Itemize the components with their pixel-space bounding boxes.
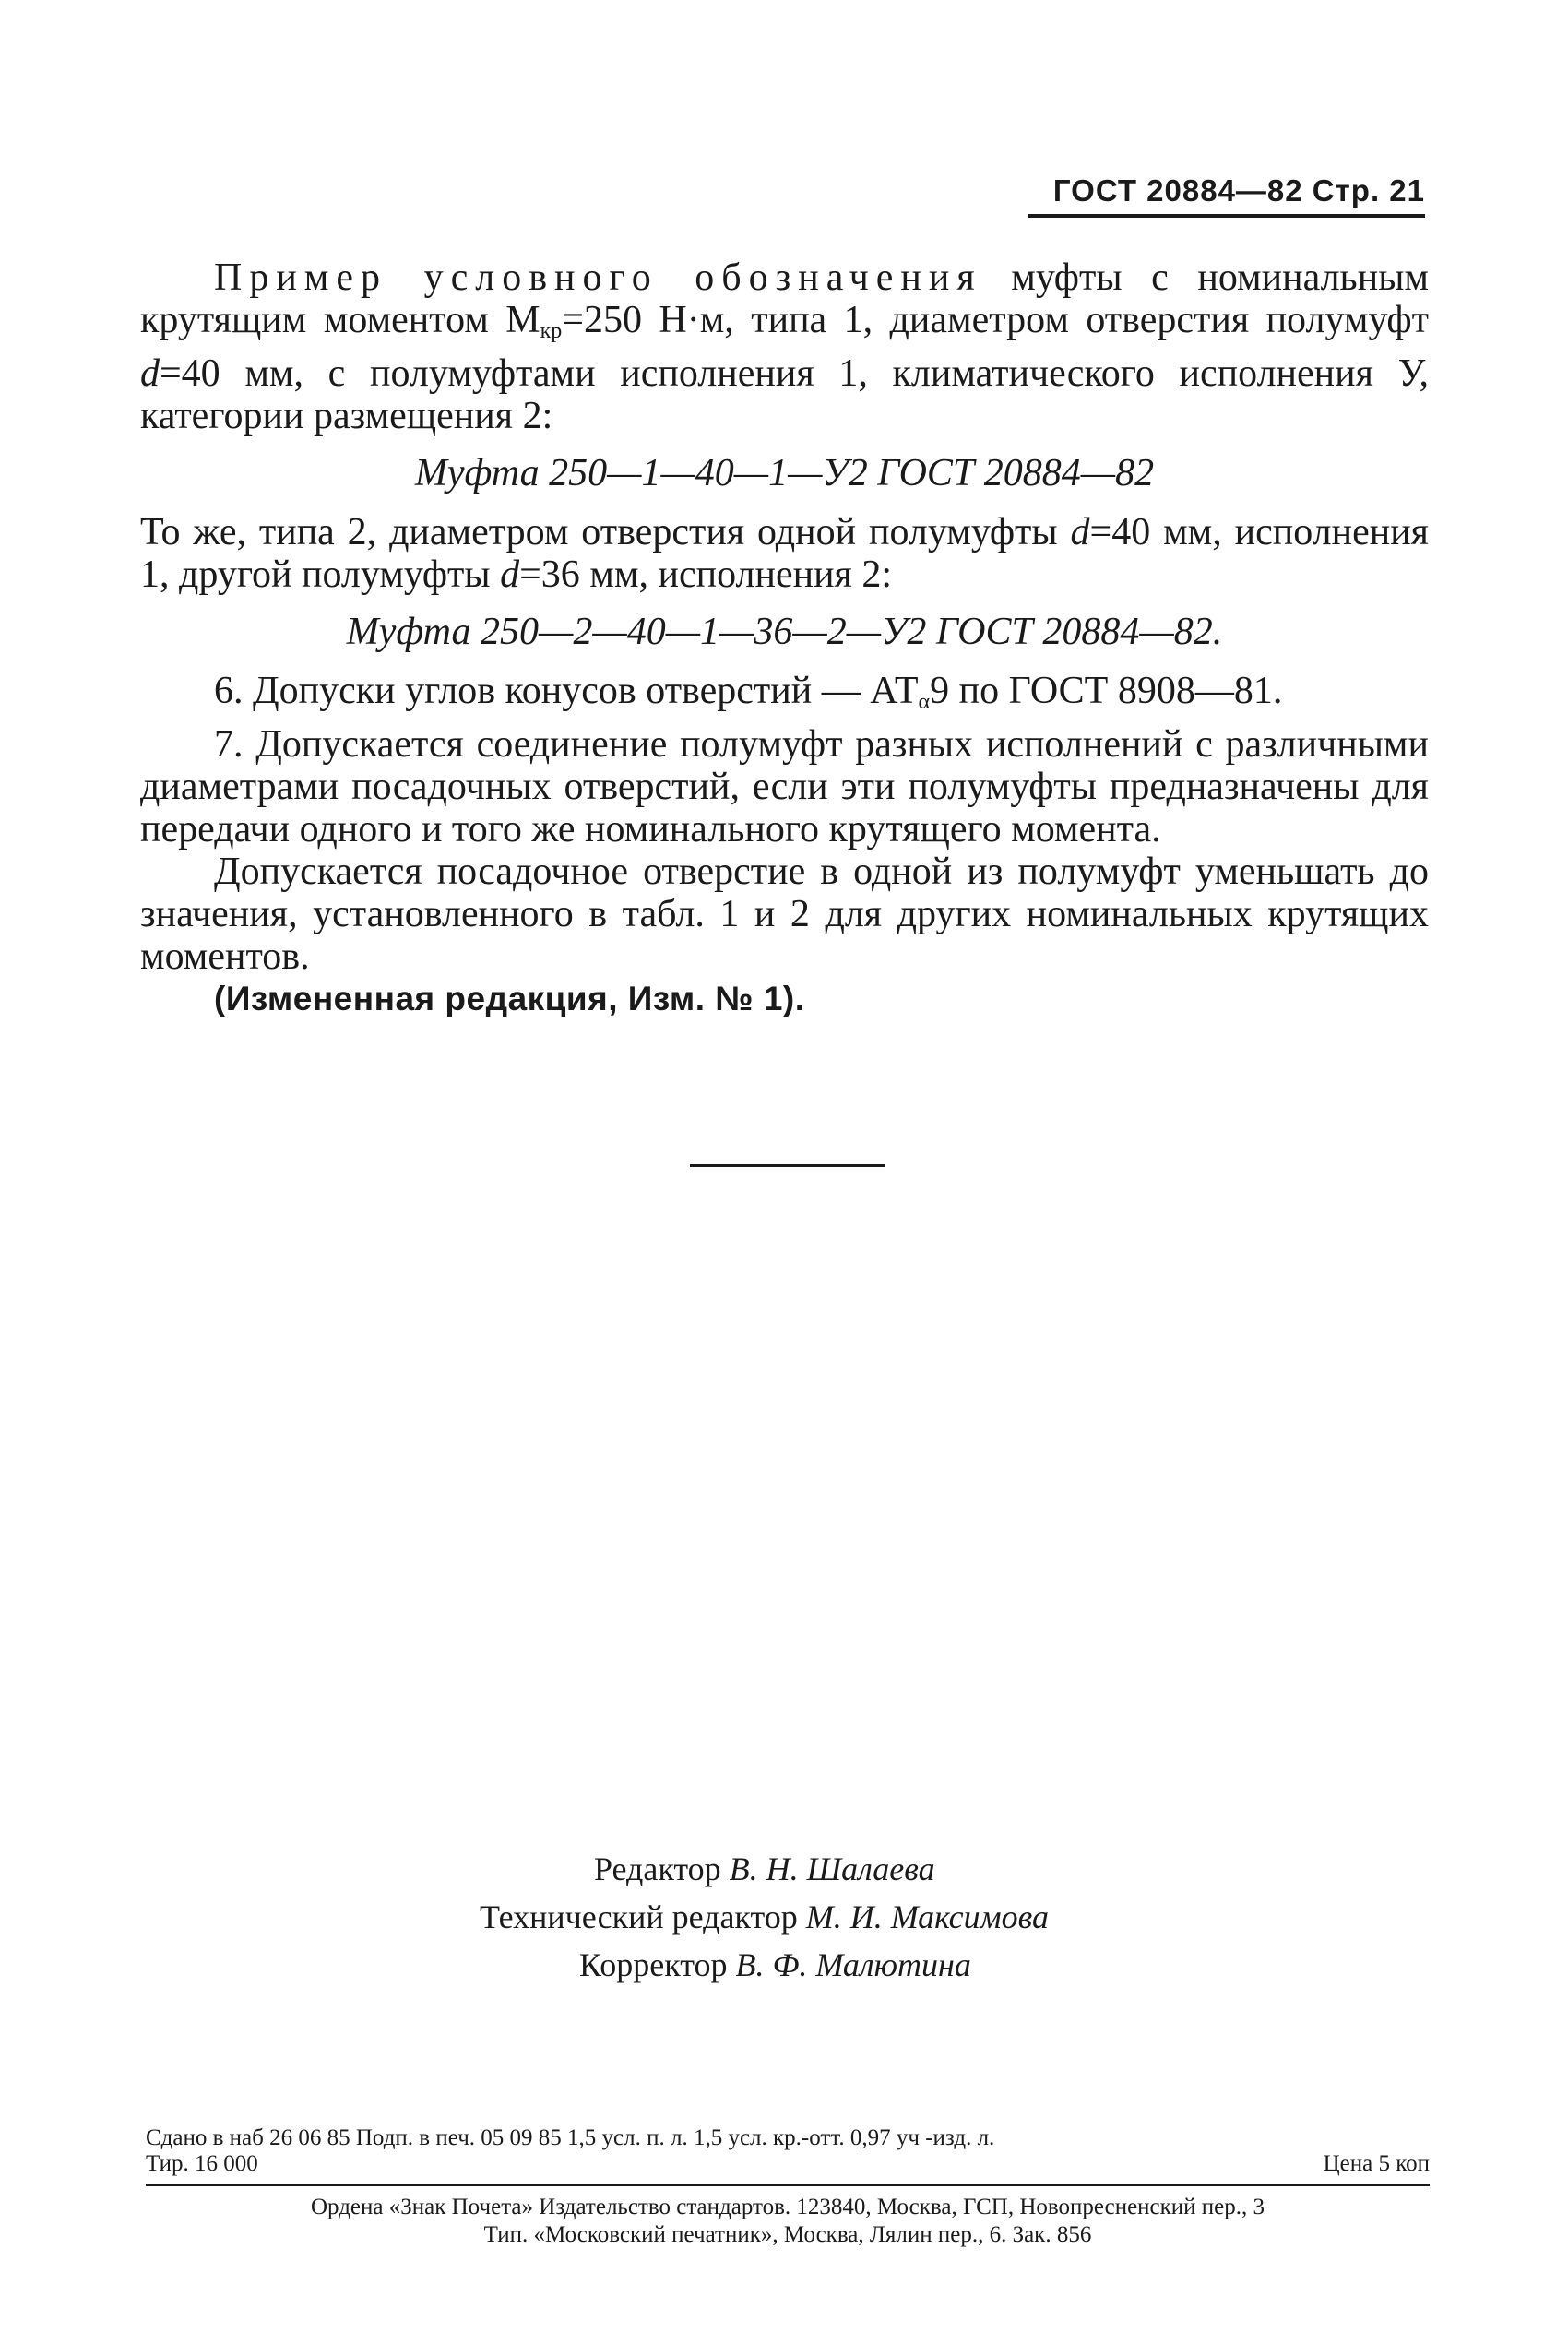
intro-text-3: =40 мм, с полумуфтами исполнения 1, климатического исполнения У, категории размещения 2: (140, 352, 1429, 437)
imprint-block (146, 2125, 1430, 2177)
intro-text-2: =250 Н·м, типа 1, диаметром отверстия полумуфт (562, 299, 1429, 341)
same-mid: =40 мм, исполнения 1, другой полумуфты (140, 511, 1430, 596)
item-6-rest: 9 по ГОСТ 8908—81. (930, 670, 1283, 712)
credit-corrector (579, 1941, 971, 1989)
same-end: =36 мм, исполнения 2: (519, 553, 893, 596)
footer-line-2: Тип. «Московский печатник», Москва, Лялин пер., 6. Зак. 856 (483, 2222, 1092, 2247)
diameter-symbol: d (140, 352, 160, 395)
intro-spaced-text: Пример условного обозначения (214, 256, 982, 299)
torque-subscript: кр (540, 319, 563, 343)
same-prefix: То же, типа 2, диаметром отверстия одной полумуфты (140, 511, 1071, 553)
credit-tech-name: М. И. Максимова (805, 1898, 1049, 1935)
credit-corrector-role: Корректор (579, 1946, 728, 1983)
imprint-line-1: Сдано в наб 26 06 85 Подп. в печ. 05 09 85 1,5 усл. п. л. 1,5 усл. кр.-отт. 0,97 уч -изд. л. (146, 2125, 995, 2150)
designation-example-2: Муфта 250—2—40—1—36—2—У2 ГОСТ 20884—82. (346, 611, 1223, 653)
credit-editor-role: Редактор (594, 1850, 721, 1887)
publisher-footer (146, 2194, 1430, 2249)
credit-corrector-name: В. Ф. Малютина (735, 1946, 971, 1983)
item-6 (140, 670, 1429, 723)
designation-example-1: Муфта 250—1—40—1—У2 ГОСТ 20884—82 (414, 452, 1155, 494)
page-header: ГОСТ 20884—82 Стр. 21 (1028, 173, 1425, 218)
body-text (140, 256, 1429, 1020)
imprint-run: Тир. 16 000 (146, 2151, 258, 2176)
item-6-prefix: 6. Допуски углов конусов отверстий — АТ (214, 670, 919, 712)
item-6-subscript: α (918, 690, 931, 714)
designation-example-intro (140, 256, 1429, 437)
item-7: 7. Допускается соединение полумуфт разных исполнений с различными диаметрами посадочных отверстий, если эти полумуфты предназначены для передачи одного и того же номинального крутящего момента. (140, 723, 1429, 851)
diameter-symbol-1: d (1070, 511, 1090, 553)
section-divider (690, 1164, 885, 1167)
imprint-row-1 (146, 2125, 1430, 2151)
amendment-note: (Измененная редакция, Изм. № 1). (214, 980, 805, 1017)
imprint-row-2 (146, 2151, 1430, 2177)
imprint-rule (146, 2184, 1430, 2186)
intro-text: муфты с номинальным крутящим моментом М (140, 256, 1429, 341)
credit-editor (594, 1845, 935, 1893)
credit-editor-name: В. Н. Шалаева (729, 1850, 935, 1887)
same-type-2-text (140, 511, 1429, 596)
diameter-symbol-2: d (500, 553, 520, 596)
credit-tech-editor (480, 1893, 1049, 1941)
footer-line-1: Ордена «Знак Почета» Издательство стандартов. 123840, Москва, ГСП, Новопресненский пер., 3 (310, 2195, 1265, 2219)
allowance-paragraph: Допускается посадочное отверстие в одной из полумуфт уменьшать до значения, установленного в табл. 1 и 2 для других номинальных крутящих моментов. (140, 851, 1429, 978)
imprint-price: Цена 5 коп (1323, 2151, 1430, 2176)
credit-tech-role: Технический редактор (480, 1898, 798, 1935)
